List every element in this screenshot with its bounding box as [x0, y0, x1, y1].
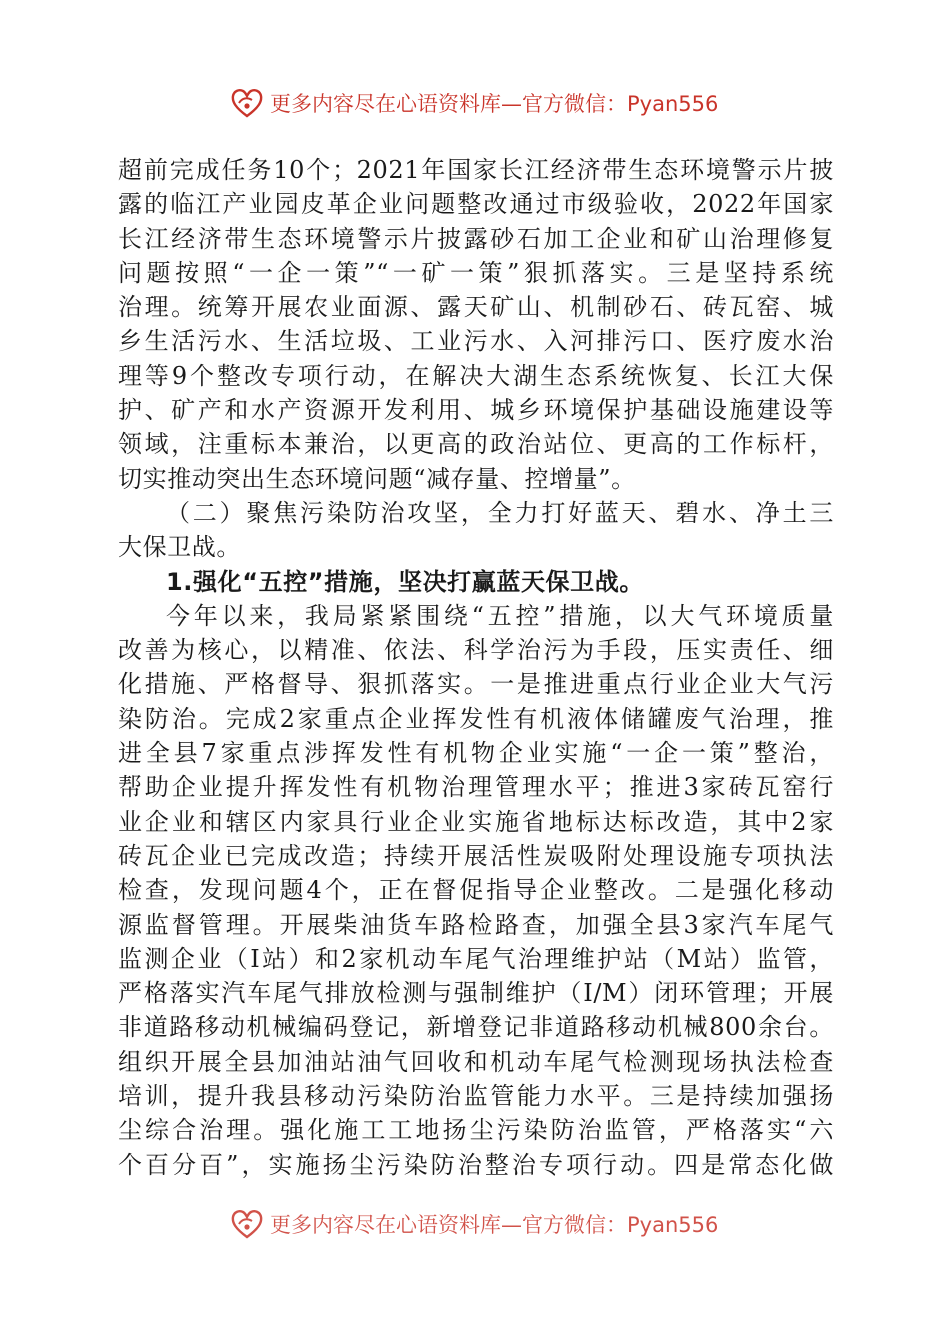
text-line: 监测企业（I站）和2家机动车尾气治理维护站（M站）监管， — [118, 944, 834, 973]
text-line: 培训，提升我县移动污染防治监管能力水平。三是持续加强扬 — [118, 1082, 834, 1111]
heart-logo-icon — [230, 1207, 264, 1241]
text-line: 长江经济带生态环境警示片披露砂石加工企业和矿山治理修复 — [118, 224, 834, 253]
text-line: 尘综合治理。强化施工工地扬尘污染防治监管，严格落实“六 — [118, 1116, 834, 1145]
text-line: 进全县7家重点涉挥发性有机物企业实施“一企一策”整治， — [118, 739, 834, 768]
watermark-footer — [230, 1206, 718, 1242]
watermark-text: 更多内容尽在心语资料库—官方微信：Pyan556 — [270, 92, 719, 116]
section-heading-line: （二）聚焦污染防治攻坚，全力打好蓝天、碧水、净土三 — [166, 498, 834, 527]
text-line: 改善为核心，以精准、依法、科学治污为手段，压实责任、细 — [118, 636, 834, 665]
text-line: 帮助企业提升挥发性有机物治理管理水平；推进3家砖瓦窑行 — [118, 773, 834, 802]
text-line: 治理。统筹开展农业面源、露天矿山、机制砂石、砖瓦窑、城 — [118, 293, 834, 322]
section-heading-line: 大保卫战。 — [118, 533, 241, 562]
text-line: 砖瓦企业已完成改造；持续开展活性炭吸附处理设施专项执法 — [118, 841, 834, 870]
text-line: 染防治。完成2家重点企业挥发性有机液体储罐废气治理，推 — [118, 704, 834, 733]
text-line: 个百分百”，实施扬尘污染防治整治专项行动。四是常态化做 — [118, 1150, 834, 1179]
text-line: 护、矿产和水产资源开发利用、城乡环境保护基础设施建设等 — [118, 396, 834, 425]
subsection-heading: 1.强化“五控”措施，坚决打赢蓝天保卫战。 — [166, 567, 644, 596]
watermark-text: 更多内容尽在心语资料库—官方微信：Pyan556 — [270, 1213, 719, 1237]
watermark-header — [230, 85, 718, 121]
text-line: 非道路移动机械编码登记，新增登记非道路移动机械800余台。 — [118, 1013, 834, 1042]
text-line: 检查，发现问题4个，正在督促指导企业整改。二是强化移动 — [118, 876, 834, 905]
text-line: 组织开展全县加油站油气回收和机动车尾气检测现场执法检查 — [118, 1047, 834, 1076]
text-line: 业企业和辖区内家具行业企业实施省地标达标改造，其中2家 — [118, 807, 834, 836]
text-line: 露的临江产业园皮革企业问题整改通过市级验收，2022年国家 — [118, 190, 834, 219]
text-line: 问题按照“一企一策”“一矿一策”狠抓落实。三是坚持系统 — [118, 258, 834, 287]
text-line: 切实推动突出生态环境问题“减存量、控增量”。 — [118, 464, 636, 493]
text-line: 严格落实汽车尾气排放检测与强制维护（I/M）闭环管理；开展 — [118, 979, 834, 1008]
text-line: 化措施、严格督导、狠抓落实。一是推进重点行业企业大气污 — [118, 670, 834, 699]
document-body — [118, 153, 834, 1182]
text-line: 源监督管理。开展柴油货车路检路查，加强全县3家汽车尾气 — [118, 910, 834, 939]
text-line: 今年以来，我局紧紧围绕“五控”措施，以大气环境质量 — [166, 601, 834, 630]
text-line: 领域，注重标本兼治，以更高的政治站位、更高的工作标杆， — [118, 430, 834, 459]
text-line: 理等9个整改专项行动，在解决大湖生态系统恢复、长江大保 — [118, 361, 834, 390]
text-line: 超前完成任务10个；2021年国家长江经济带生态环境警示片披 — [118, 156, 834, 184]
heart-logo-icon — [230, 86, 264, 120]
text-line: 乡生活污水、生活垃圾、工业污水、入河排污口、医疗废水治 — [118, 327, 834, 356]
